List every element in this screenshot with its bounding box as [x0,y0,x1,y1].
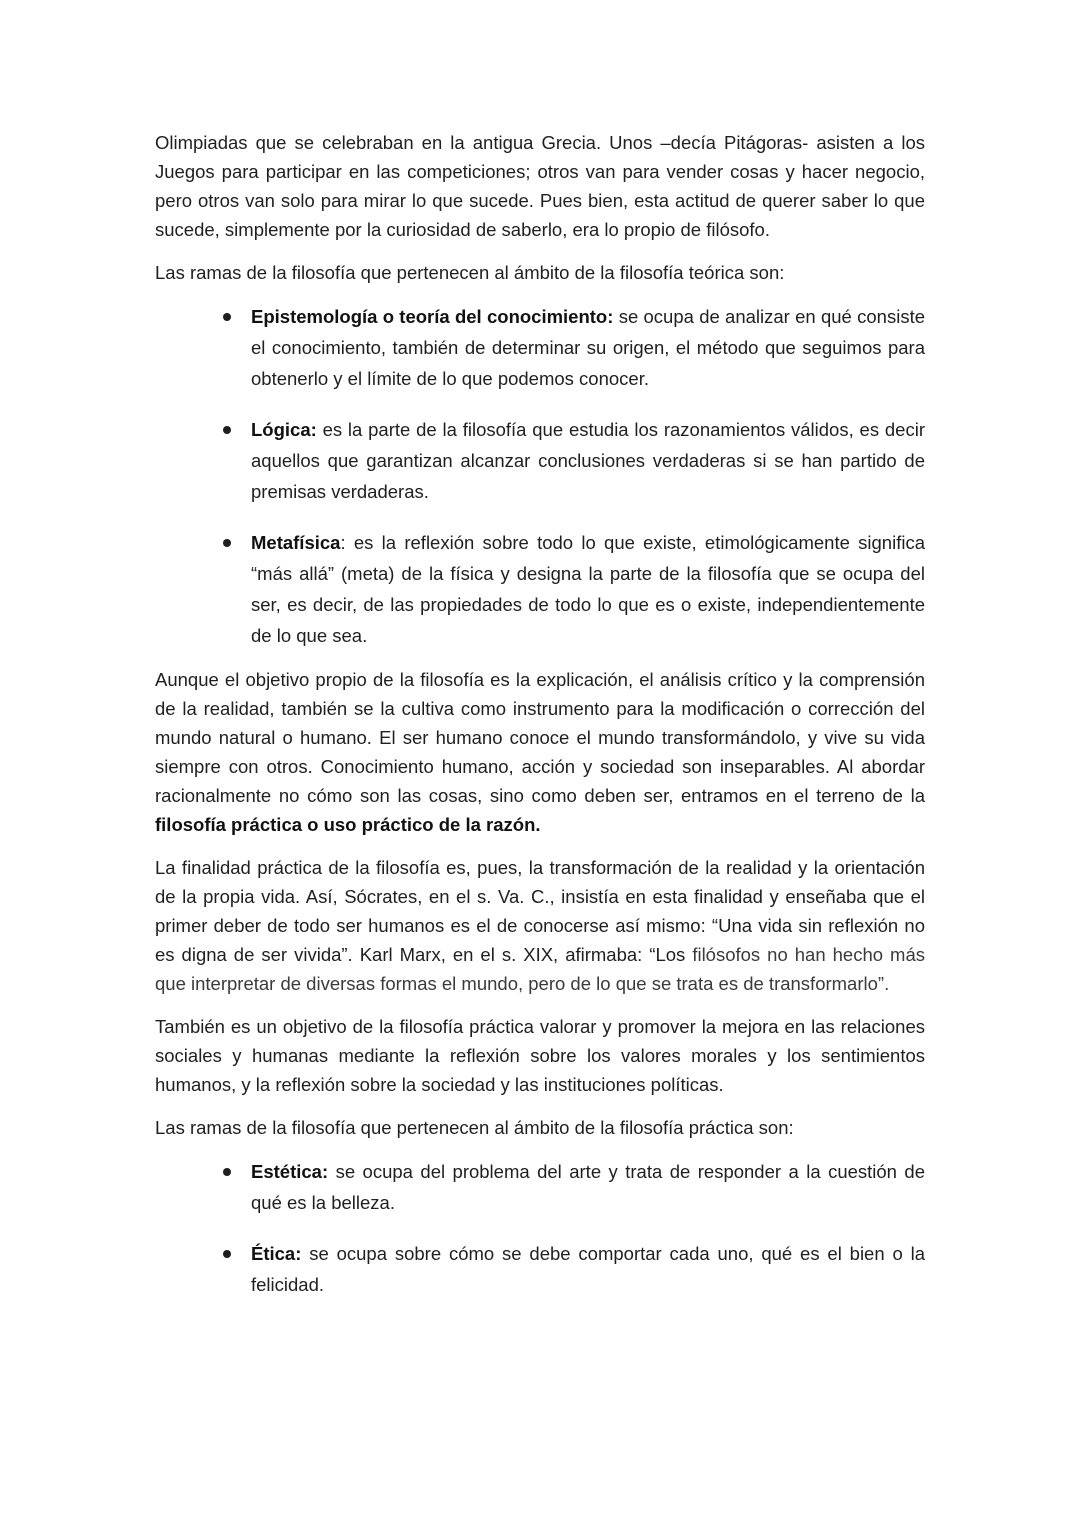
practical-branches-list [155,1156,925,1300]
definition-estetica: se ocupa del problema del arte y trata de responder a la cuestión de qué es la belleza. [251,1161,925,1213]
definition-logica: es la parte de la filosofía que estudia los razonamientos válidos, es decir aquellos que garantizan alcanzar conclusiones verdaderas si se han partido de premisas verdaderas. [251,419,925,502]
paragraph-social-objective: También es un objetivo de la filosofía práctica valorar y promover la mejora en las relaciones sociales y humanas mediante la reflexión sobre los valores morales y los sentimientos humanos, y la reflexión sobre la sociedad y las instituciones políticas. [155,1016,925,1095]
bullet-icon [223,1168,231,1176]
list-item-etica [155,1238,925,1300]
list-item-epistemologia [155,301,925,394]
paragraph-practical-purpose [155,853,925,998]
bullet-icon [223,1250,231,1258]
definition-metafisica: : es la reflexión sobre todo lo que existe, etimológicamente significa “más allá” (meta) de la física y designa la parte de la filosofía que se ocupa del ser, es decir, de las propiedades de todo lo que es o existe, independientemente de lo que sea. [251,532,925,646]
term-etica: Ética: [251,1243,302,1264]
bullet-icon [223,426,231,434]
term-estetica: Estética: [251,1161,329,1182]
paragraph-practical-text: Aunque el objetivo propio de la filosofía es la explicación, el análisis crítico y la comprensión de la realidad, también se la cultiva como instrumento para la modificación o corrección del mundo natural o humano. El ser humano conoce el mundo transformándolo, y vive su vida siempre con otros. Conocimiento humano, acción y sociedad son inseparables. Al abordar racionalmente no cómo son las cosas, sino como deben ser, entramos en el terreno de la [155,669,925,806]
term-metafisica: Metafísica [251,532,341,553]
list-item-estetica [155,1156,925,1218]
marx-quote: filósofos no han hecho más que interpretar de diversas formas el mundo, pero de lo que se trata es de transformarlo”. [155,944,925,994]
list-item-logica [155,414,925,507]
term-logica: Lógica: [251,419,317,440]
paragraph-theoretical-intro: Las ramas de la filosofía que pertenecen al ámbito de la filosofía teórica son: [155,262,785,283]
definition-etica: se ocupa sobre cómo se debe comportar cada uno, qué es el bien o la felicidad. [251,1243,925,1295]
bullet-icon [223,313,231,321]
paragraph-practical-intro: Las ramas de la filosofía que pertenecen al ámbito de la filosofía práctica son: [155,1117,794,1138]
practical-philosophy-emphasis: filosofía práctica o uso práctico de la razón. [155,814,541,835]
term-epistemologia: Epistemología o teoría del conocimiento: [251,306,614,327]
bullet-icon [223,539,231,547]
document-page [155,128,925,1314]
definition-epistemologia: se ocupa de analizar en qué consiste el conocimiento, también de determinar su origen, el método que seguimos para obtenerlo y el límite de lo que podemos conocer. [251,306,925,389]
paragraph-olimpiadas: Olimpiadas que se celebraban en la antigua Grecia. Unos –decía Pitágoras- asisten a los Juegos para participar en las competiciones; otros van para vender cosas y hacer negocio, pero otros van solo para mirar lo que sucede. Pues bien, esta actitud de querer saber lo que sucede, simplemente por la curiosidad de saberlo, era lo propio de filósofo. [155,132,925,240]
paragraph-purpose-text: La finalidad práctica de la filosofía es, pues, la transformación de la realidad y la orientación de la propia vida. Así, Sócrates, en el s. Va. C., insistía en esta finalidad y enseñaba que el primer deber de todo ser humanos es el de conocerse así mismo: “Una vida sin reflexión no es digna de ser vivida”. Karl Marx, en el s. XIX, afirmaba: “Los [155,857,925,965]
paragraph-practical-philosophy [155,665,925,839]
list-item-metafisica [155,527,925,651]
theoretical-branches-list [155,301,925,651]
